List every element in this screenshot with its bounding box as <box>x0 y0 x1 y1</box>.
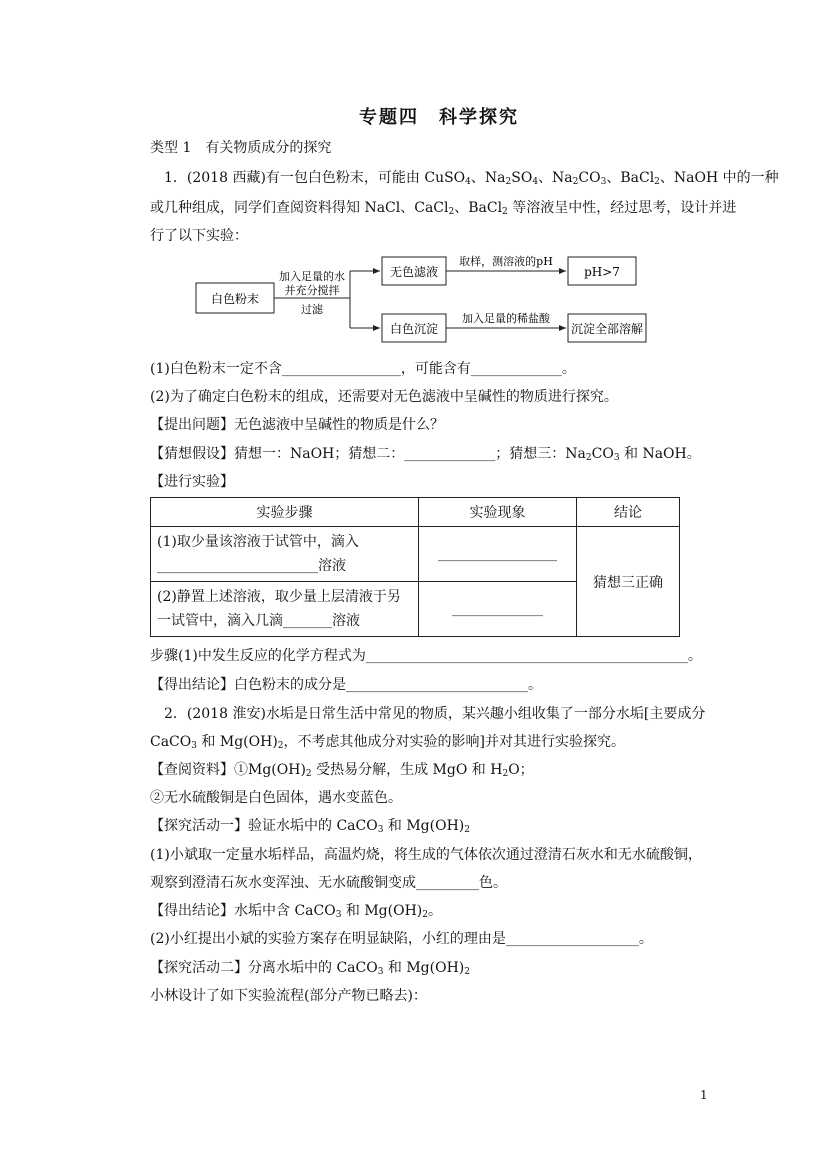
table-header-steps: 实验步骤 <box>151 498 419 527</box>
page-number: 1 <box>700 1088 708 1102</box>
type-heading: 类型 1 有关物质成分的探究 <box>150 140 332 156</box>
q2-reference: 【查阅资料】$①Mg(OH)_2$ 受热易分解，生成 MgO 和 $H_2O$； <box>150 762 534 779</box>
q1-conclusion: 【得出结论】白色粉末的成分是__________________________。 <box>150 677 542 693</box>
q2-activity1: 【探究活动一】验证水垢中的 CaCO$_3$ 和 $Mg(OH)_2$ <box>150 818 470 835</box>
q1-equation: 步骤(1)中发生反应的化学方程式为______________________________________________。 <box>150 648 702 664</box>
table-row1-step: (1)取少量该溶液于试管中，滴入 _______________________溶液 <box>151 527 419 582</box>
flow-step-top: 加入足量的水 <box>279 270 345 283</box>
table-row1-phenomenon: _________________ <box>419 527 577 582</box>
experiment-table <box>150 497 680 637</box>
q2-step1b: 观察到澄清石灰水变浑浊、无水硫酸铜变成_________色。 <box>150 875 507 891</box>
q2-line1: 2．(2018 淮安)水垢是日常生活中常见的物质，某兴趣小组收集了一部分水垢[主要成分 <box>164 706 706 722</box>
q2-reference2: ②无水硫酸铜是白色固体，遇水变蓝色。 <box>150 790 402 806</box>
q2-step1: (1)小斌取一定量水垢样品，高温灼烧，将生成的气体依次通过澄清石灰水和无水硫酸铜， <box>150 847 702 863</box>
q2-step2: (2)小红提出小斌的实验方案存在明显缺陷，小红的理由是___________________。 <box>150 931 653 947</box>
q1-guess: 【猜想假设】猜想一：NaOH；猜想二：_____________；猜想三：$Na_2CO_3$ 和 NaOH。 <box>150 446 701 463</box>
table-row2-phenomenon: _____________ <box>419 582 577 637</box>
flow-precip-result: 沉淀全部溶解 <box>570 322 644 336</box>
flow-precip-label: 白色沉淀 <box>389 322 439 336</box>
flow-diagram <box>190 253 650 353</box>
q2-conclusion: 【得出结论】水垢中含 CaCO$_3$ 和 $Mg(OH)_2$。 <box>150 903 442 920</box>
flow-start-label: 白色粉末 <box>210 292 260 306</box>
page-title: 专题四 科学探究 <box>359 107 519 128</box>
q1-line3: 行了以下实验： <box>150 228 248 244</box>
flow-filtrate-op: 取样，测溶液的pH <box>459 255 553 268</box>
q1-exp-label: 【进行实验】 <box>150 474 234 490</box>
table-row2-step: (2)静置上述溶液，取少量上层清液于另 一试管中，滴入几滴_______溶液 <box>151 582 419 637</box>
q1-line1: 1．(2018 西藏)有一包白色粉末，可能由 CuSO$_4$、$Na_2SO_4$、$Na_2CO_3$、BaCl$_2$、NaOH 中的一种 <box>164 170 779 187</box>
q2-line2: CaCO$_3$ 和 $Mg(OH)_2$，不考虑其他成分对实验的影响]并对其进行实验探究。 <box>150 734 625 751</box>
flow-precip-op: 加入足量的稀盐酸 <box>462 312 550 325</box>
flow-step-mid: 并充分搅拌 <box>284 284 340 297</box>
q1-ask: 【提出问题】无色滤液中呈碱性的物质是什么？ <box>150 417 444 433</box>
q2-flow-intro: 小林设计了如下实验流程(部分产物已略去)： <box>150 988 427 1004</box>
flow-filtrate-result: pH>7 <box>584 265 620 279</box>
table-header-conclusion: 结论 <box>577 498 680 527</box>
q1-line2: 或几种组成，同学们查阅资料得知 NaCl、CaCl$_2$、BaCl$_2$ 等溶液呈中性，经过思考，设计并进 <box>150 200 737 217</box>
table-header-phenomenon: 实验现象 <box>419 498 577 527</box>
q2-activity2: 【探究活动二】分离水垢中的 CaCO$_3$ 和 $Mg(OH)_2$ <box>150 960 470 977</box>
flow-step-bot: 过滤 <box>301 303 323 316</box>
q1-part2: (2)为了确定白色粉末的组成，还需要对无色滤液中呈碱性的物质进行探究。 <box>150 389 618 405</box>
flow-filtrate-label: 无色滤液 <box>389 265 439 279</box>
q1-part1: (1)白色粉末一定不含_________________，可能含有_____________。 <box>150 361 576 377</box>
table-conclusion: 猜想三正确 <box>577 527 680 637</box>
